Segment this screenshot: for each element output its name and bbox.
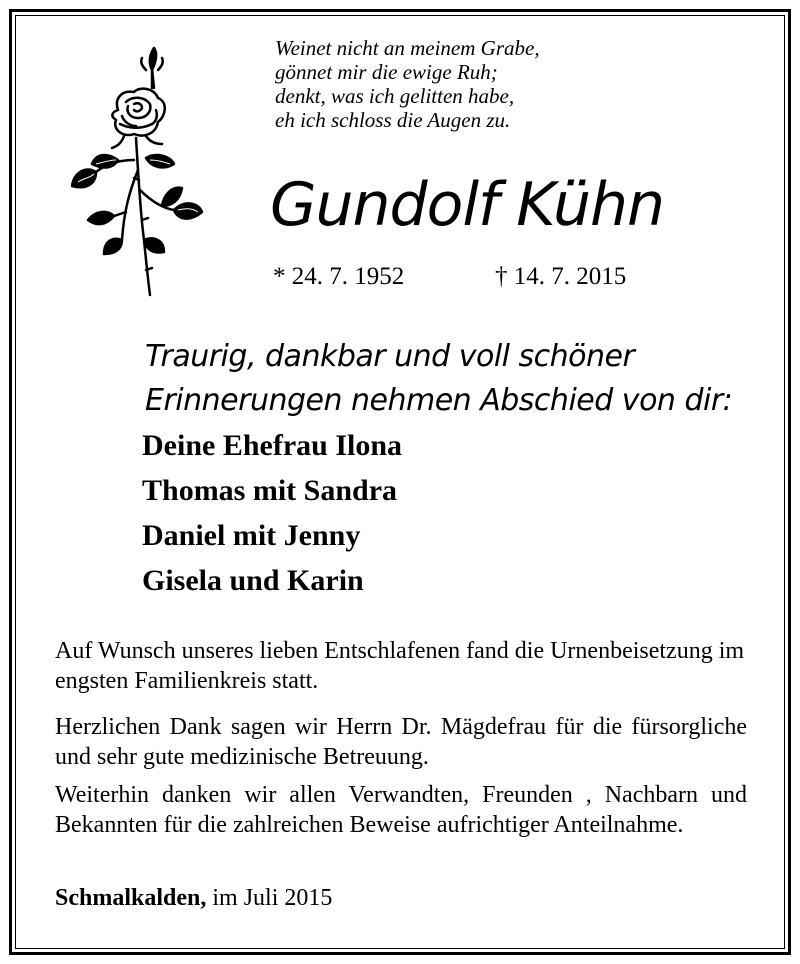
rose-icon [66, 40, 206, 300]
mourning-line-2: Erinnerungen nehmen Abschied von dir: [145, 383, 733, 418]
closing-line [55, 885, 332, 912]
mourning-text [145, 335, 732, 423]
family-list [142, 423, 402, 603]
deceased-name: Gundolf Kühn [270, 170, 665, 240]
poem-line: denkt, was ich gelitten habe, [275, 84, 515, 108]
mourning-line-1: Traurig, dankbar und voll schöner [145, 339, 635, 374]
burial-paragraph: Auf Wunsch unseres lieben Entschlafenen fand die Urnenbeisetzung im engsten Familienkreis statt. [55, 638, 745, 694]
closing-date: im Juli 2015 [206, 885, 333, 911]
poem-line: gönnet mir die ewige Ruh; [275, 60, 498, 84]
birth-date: * 24. 7. 1952 [273, 263, 405, 290]
poem-line: Weinet nicht an meinem Grabe, [275, 36, 540, 60]
poem [275, 36, 695, 132]
thanks-all-paragraph: Weiterhin danken wir allen Verwandten, Freunden , Nachbarn und Bekannten für die zahlreichen Beweise aufrichtiger Anteilnahme. [55, 782, 747, 838]
family-member: Deine Ehefrau Ilona [142, 429, 403, 462]
poem-line: eh ich schloss die Augen zu. [275, 108, 511, 132]
thanks-doctor-paragraph: Herzlichen Dank sagen wir Herrn Dr. Mägdefrau für die fürsorgliche und sehr gute medizinische Betreuung. [55, 714, 747, 770]
family-member: Daniel mit Jenny [142, 519, 361, 552]
family-member: Gisela und Karin [142, 564, 364, 597]
family-member: Thomas mit Sandra [142, 474, 398, 507]
closing-place: Schmalkalden, [55, 885, 207, 911]
death-date: † 14. 7. 2015 [495, 263, 627, 290]
